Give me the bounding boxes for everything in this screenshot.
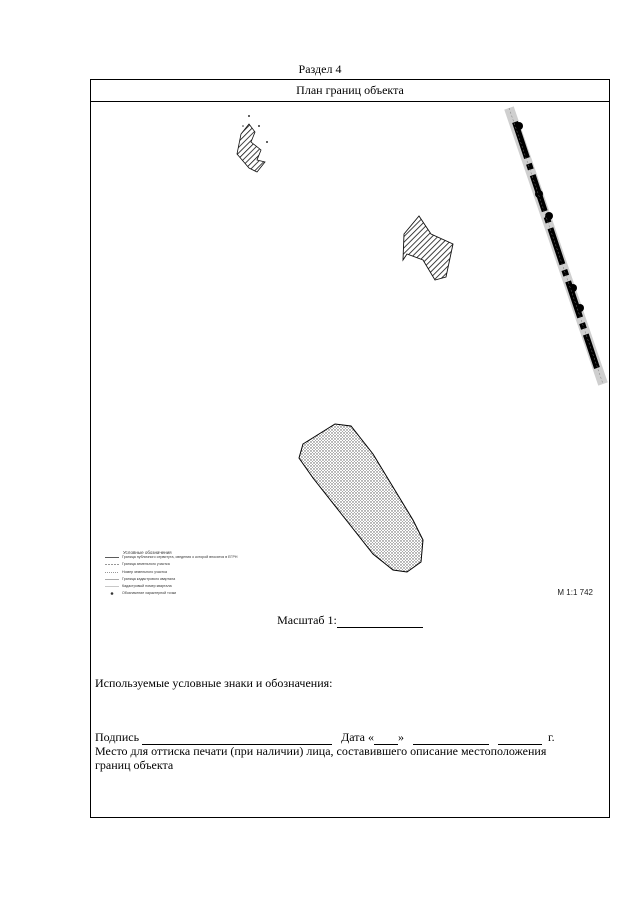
plan-map: [91, 102, 609, 602]
legend-caption: Используемые условные знаки и обозначения:: [95, 676, 333, 690]
signature-label: Подпись: [95, 730, 140, 744]
legend-title: Условные обозначения: [123, 550, 172, 555]
legend-label: Граница земельного участка: [122, 562, 170, 567]
scale-label: Масштаб 1:: [277, 613, 337, 627]
parcel-large: [299, 424, 423, 572]
easement-strip: [509, 108, 603, 384]
legend-symbol: [105, 562, 119, 569]
year-suffix: г.: [548, 730, 555, 744]
scale-line: [91, 613, 609, 628]
date-close: »: [398, 730, 404, 744]
section-title: Раздел 4: [298, 62, 342, 76]
scale-blank: [337, 615, 423, 628]
legend-item: [105, 591, 305, 598]
signature-line: [95, 730, 555, 745]
plan-frame: [90, 79, 610, 818]
legend-symbol: [105, 570, 119, 577]
parcel-small-topleft: [237, 115, 268, 172]
legend-item: [105, 555, 305, 562]
plan-header: План границ объекта: [91, 80, 609, 102]
legend-item: [105, 577, 305, 584]
legend-item: [105, 584, 305, 591]
legend-label: Граница публичного сервитута, сведения о которой вносятся в ЕГРН: [122, 555, 238, 560]
legend-label: Граница кадастрового квартала: [122, 576, 176, 581]
legend-symbol: [105, 555, 119, 562]
legend-label: Обозначение характерной точки: [122, 591, 177, 596]
stamp-text: Место для оттиска печати (при наличии) лица, составившего описание местоположения границ объекта: [95, 744, 547, 772]
legend-symbol: [105, 591, 119, 598]
legend-label: Номер земельного участка: [122, 569, 167, 574]
date-label: Дата «: [341, 730, 374, 744]
map-legend: [105, 550, 305, 598]
legend-item: [105, 570, 305, 577]
map-scale-note: М 1:1 742: [557, 588, 593, 597]
legend-symbol: [105, 584, 119, 591]
legend-symbol: [105, 577, 119, 584]
legend-item: [105, 562, 305, 569]
parcel-middle: [403, 216, 453, 280]
legend-label: Кадастровый номер квартала: [122, 584, 172, 589]
